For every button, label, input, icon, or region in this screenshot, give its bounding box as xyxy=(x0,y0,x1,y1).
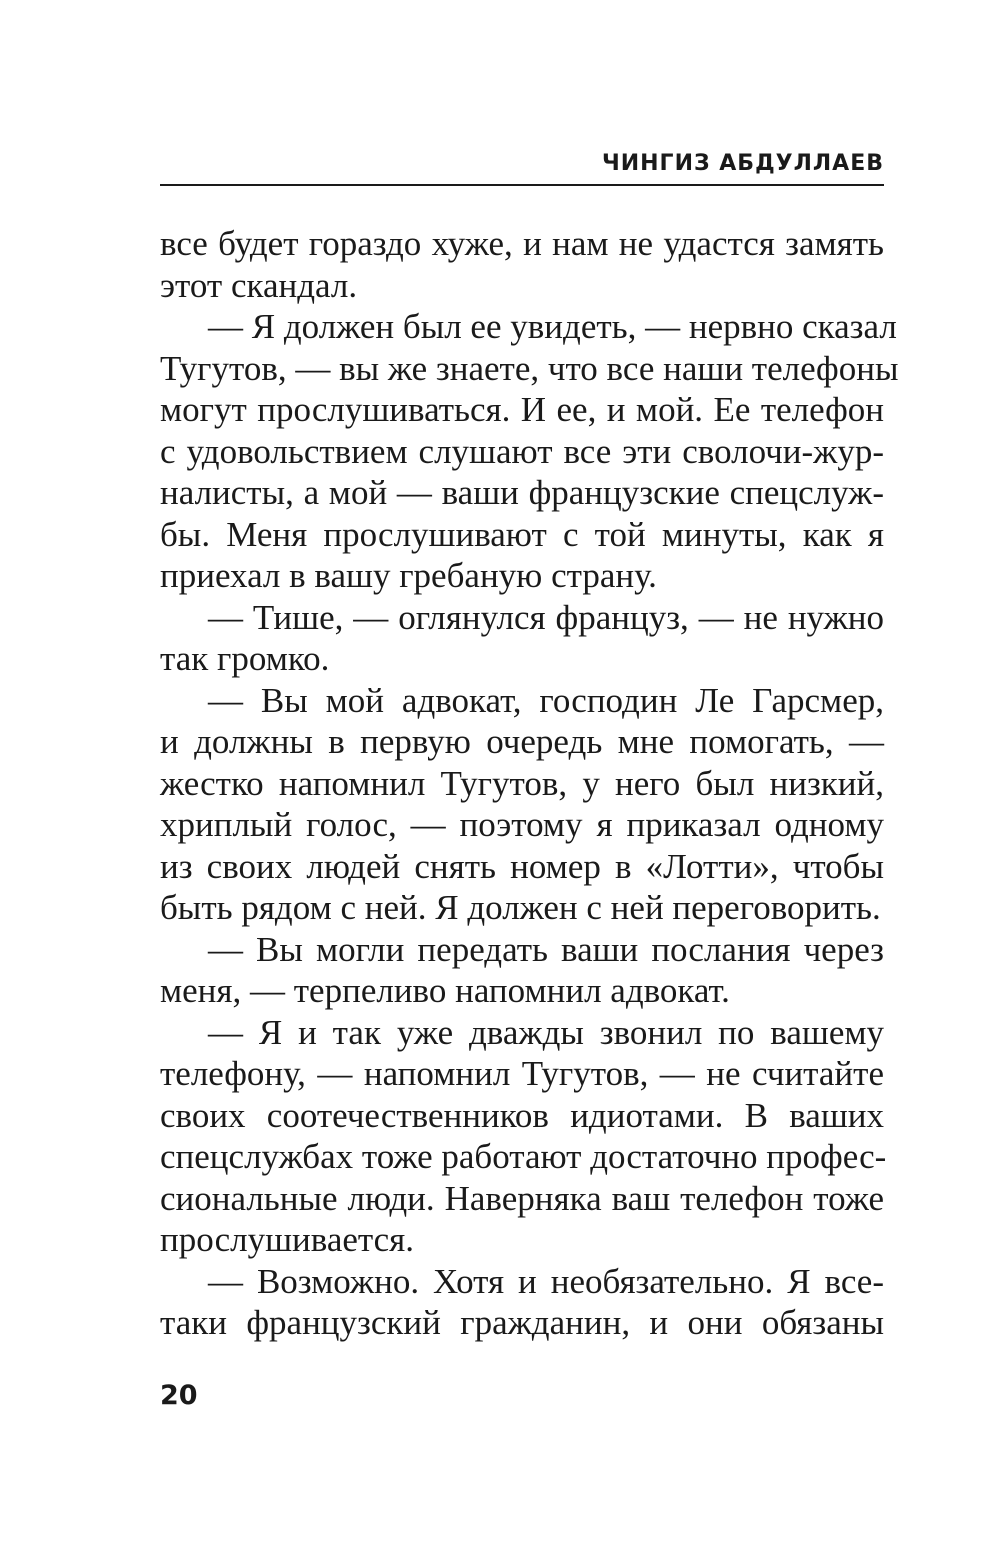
text-line: могут прослушиваться. И ее, и мой. Ее телефон xyxy=(160,390,884,429)
running-head-author: ЧИНГИЗ АБДУЛЛАЕВ xyxy=(601,151,884,176)
body-text xyxy=(160,223,899,1344)
text-line: своих соотечественников идиотами. В ваших xyxy=(160,1095,884,1135)
text-line: налисты, а мой — ваши французские спецслуж- xyxy=(160,473,884,512)
page-number: 20 xyxy=(160,1380,198,1411)
text-line: Тугутов, — вы же знаете, что все наши телефоны xyxy=(160,348,899,388)
text-line: телефону, — напомнил Тугутов, — не считайте xyxy=(160,1054,884,1093)
text-line: — Я должен был ее увидеть, — нервно сказал xyxy=(208,307,897,346)
text-line: и должны в первую очередь мне помогать, — xyxy=(160,722,884,761)
text-line: приехал в вашу гребаную страну. xyxy=(160,556,657,595)
text-line: — Вы мой адвокат, господин Ле Гарсмер, xyxy=(208,680,884,720)
text-line: — Тише, — оглянулся француз, — не нужно xyxy=(208,597,884,637)
text-line: этот скандал. xyxy=(160,265,358,305)
text-line: бы. Меня прослушивают с той минуты, как я xyxy=(160,514,884,554)
text-line: — Возможно. Хотя и необязательно. Я все- xyxy=(208,1261,884,1301)
header-rule xyxy=(160,184,884,186)
text-line: — Я и так уже дважды звонил по вашему xyxy=(208,1012,884,1052)
text-line: все будет гораздо хуже, и нам не удастся замять xyxy=(160,224,884,263)
text-line: спецслужбах тоже работают достаточно профес- xyxy=(160,1137,887,1176)
text-line: меня, — терпеливо напомнил адвокат. xyxy=(160,971,730,1010)
text-line: так громко. xyxy=(160,639,330,678)
text-line: — Вы могли передать ваши послания через xyxy=(208,929,884,969)
text-line: хриплый голос, — поэтому я приказал одному xyxy=(160,805,884,844)
text-line: из своих людей снять номер в «Лотти», чтобы xyxy=(160,846,884,886)
text-line: прослушивается. xyxy=(160,1220,415,1259)
text-line: сиональные люди. Наверняка ваш телефон тоже xyxy=(160,1178,884,1218)
text-line: жестко напомнил Тугутов, у него был низкий, xyxy=(160,763,884,803)
text-line: с удовольствием слушают все эти сволочи-жур- xyxy=(160,431,884,471)
text-line: быть рядом с ней. Я должен с ней переговорить. xyxy=(160,888,881,927)
text-line: таки французский гражданин, и они обязаны xyxy=(160,1303,884,1342)
